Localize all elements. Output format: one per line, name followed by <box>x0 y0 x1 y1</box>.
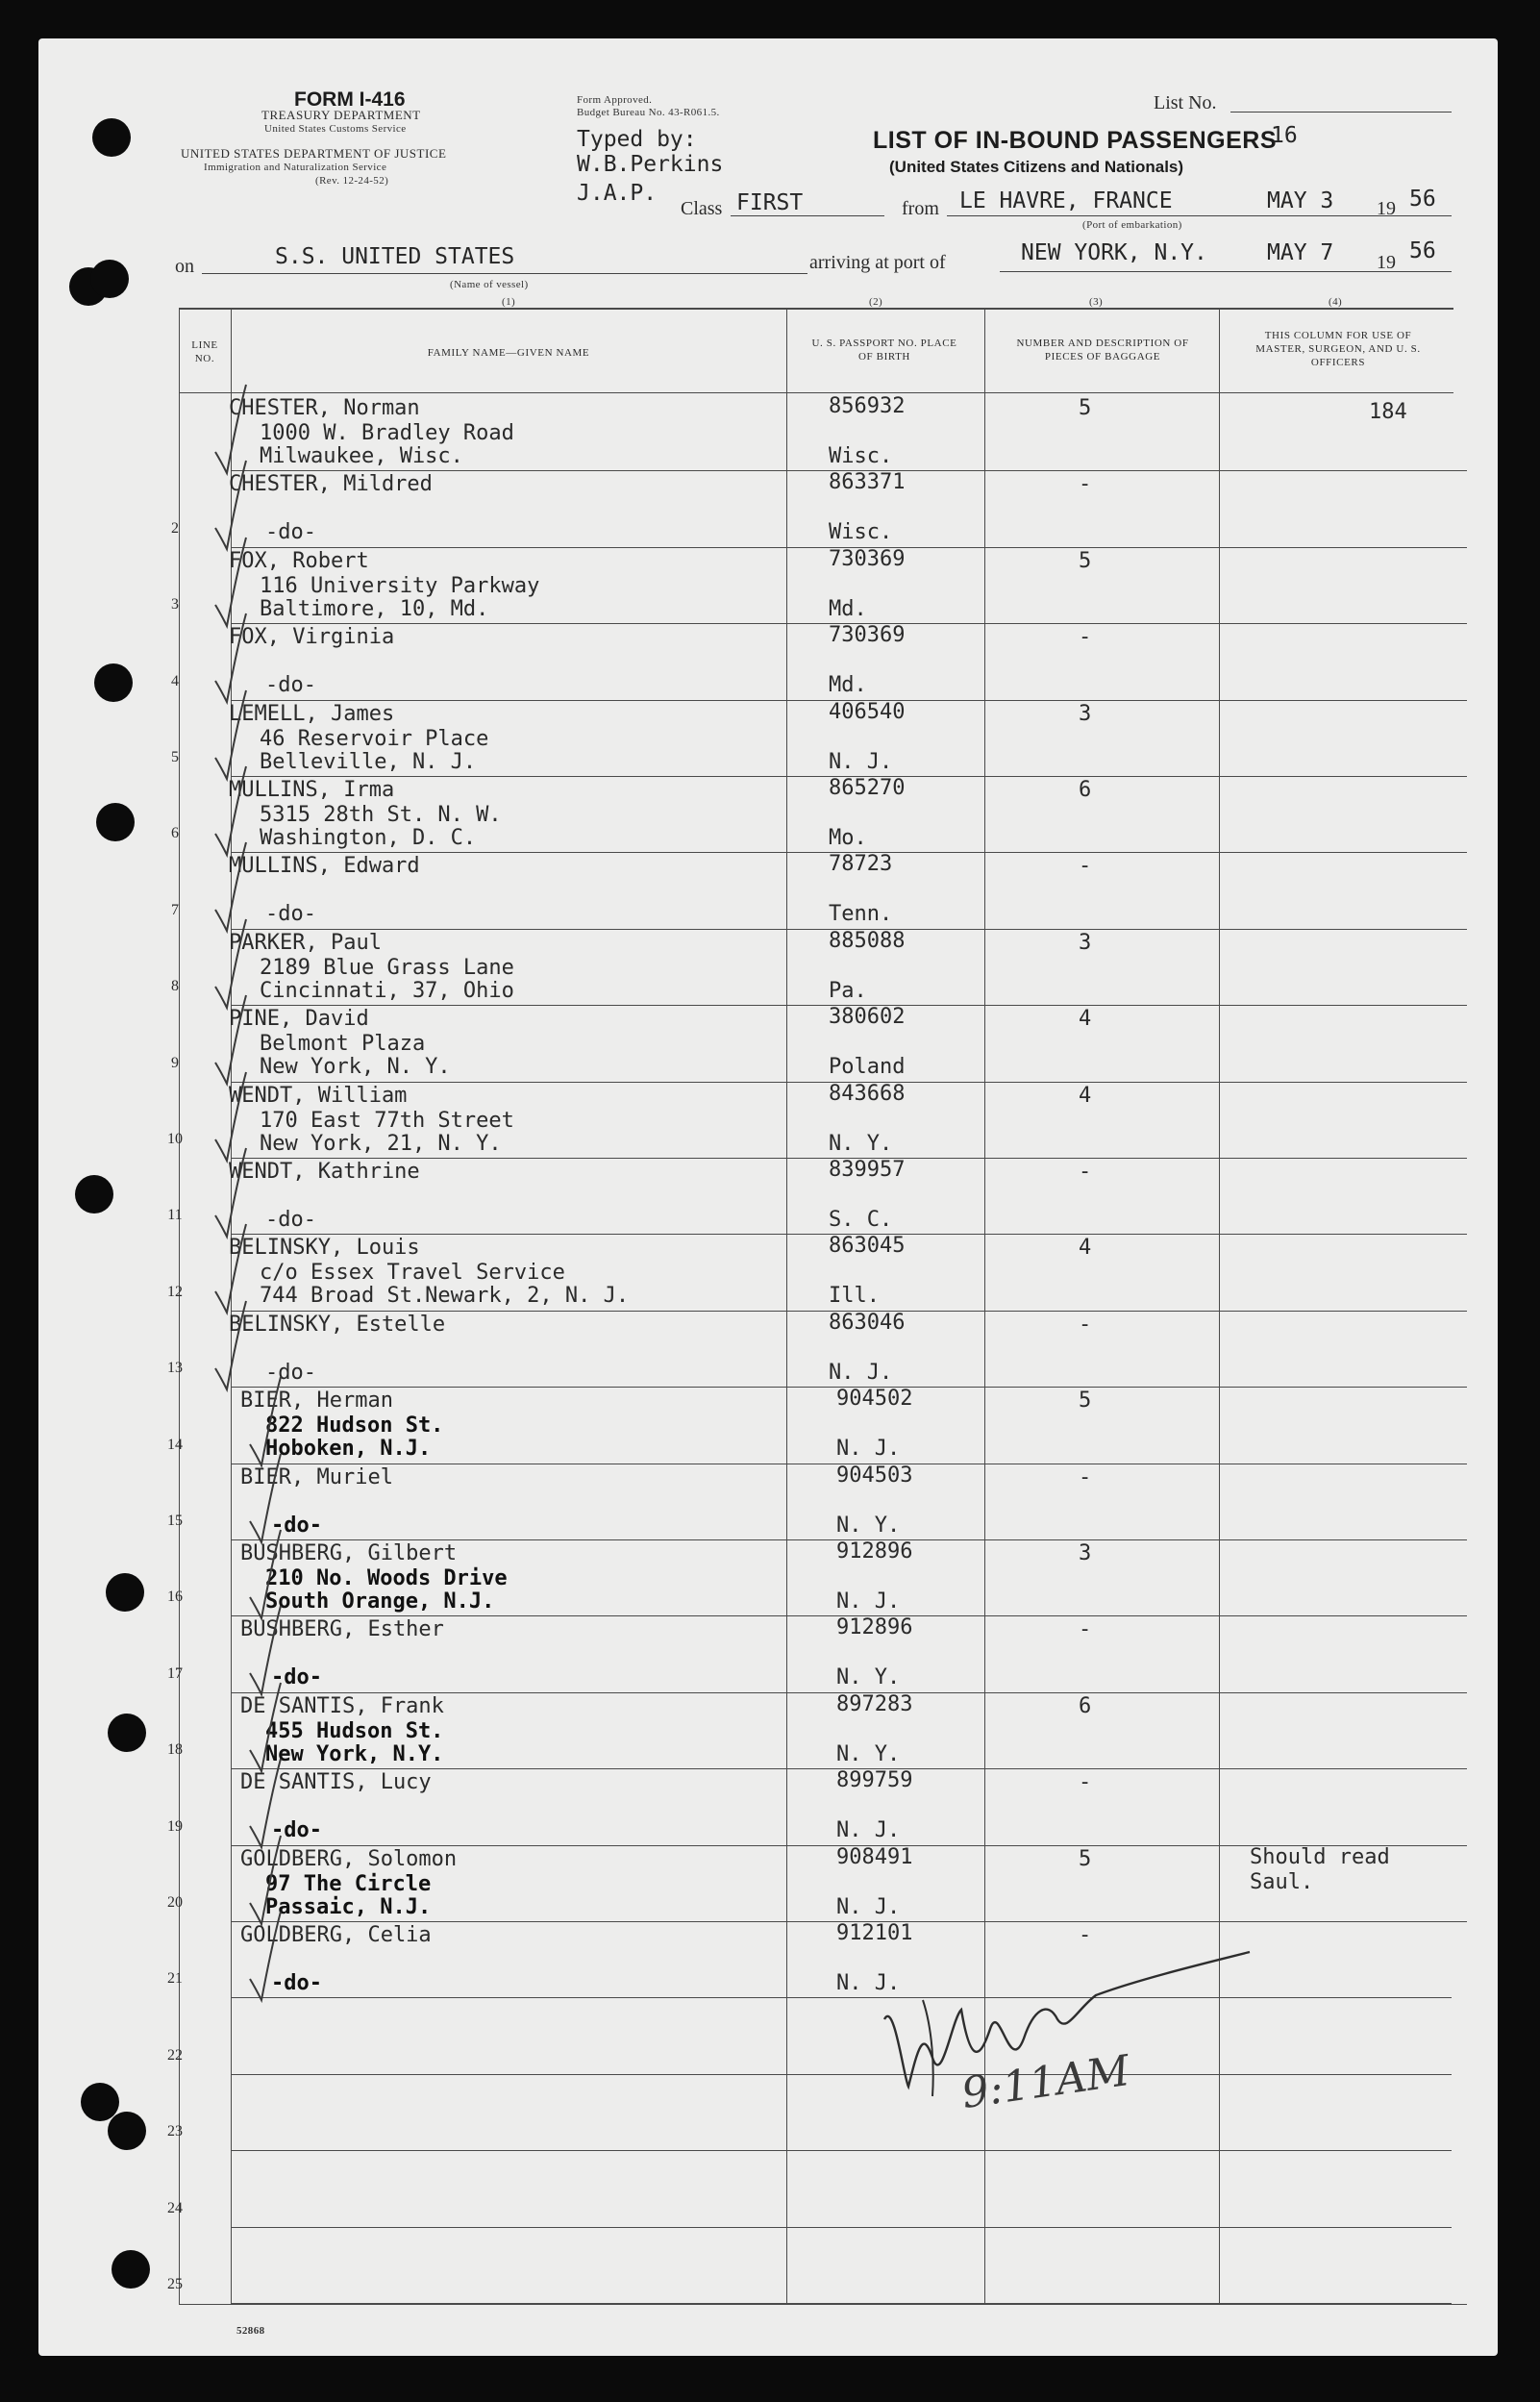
passport-number: 380602 <box>829 1005 906 1030</box>
passenger-address-line: 170 East 77th Street <box>260 1108 514 1133</box>
passenger-name: BIER, Muriel <box>240 1464 393 1489</box>
header-baggage: NUMBER AND DESCRIPTION OF PIECES OF BAGGAGE <box>1016 338 1189 363</box>
list-no-label: List No. <box>1154 92 1217 113</box>
line-number: 10 <box>167 1131 183 1147</box>
baggage-count: - <box>1079 472 1092 497</box>
list-title: LIST OF IN-BOUND PASSENGERS <box>873 127 1278 154</box>
table-top-rule <box>179 308 1453 310</box>
baggage-count: - <box>1079 1923 1092 1947</box>
passport-number: 904502 <box>836 1387 913 1412</box>
place-of-birth: N. J. <box>829 1360 893 1385</box>
place-of-birth: Ill. <box>829 1284 880 1309</box>
line-number: 20 <box>167 1894 183 1911</box>
passenger-address-line: 455 Hudson St. <box>265 1718 444 1743</box>
passenger-name: GOLDBERG, Celia <box>240 1923 432 1947</box>
binder-hole <box>75 1175 113 1214</box>
header-bottom-rule <box>179 392 1453 393</box>
line-number: 5 <box>171 749 179 765</box>
passport-number: 912896 <box>836 1539 913 1564</box>
passenger-name: DE SANTIS, Lucy <box>240 1770 432 1795</box>
passenger-address-line: -do- <box>265 902 316 927</box>
baggage-count: - <box>1079 1617 1092 1642</box>
baggage-count: 6 <box>1079 1693 1092 1718</box>
table-bottom-rule <box>179 2304 1467 2305</box>
line-number: 9 <box>171 1054 179 1071</box>
col-num-4: (4) <box>1329 296 1343 308</box>
passenger-name: GOLDBERG, Solomon <box>240 1846 458 1871</box>
arrival-year-prefix: 19 <box>1377 252 1396 273</box>
line-number: 3 <box>171 596 179 613</box>
baggage-count: 5 <box>1079 548 1092 573</box>
list-subtitle: (United States Citizens and Nationals) <box>889 158 1184 176</box>
binder-hole <box>108 2112 146 2150</box>
baggage-count: - <box>1079 1160 1092 1184</box>
baggage-count: - <box>1079 625 1092 650</box>
line-number: 16 <box>167 1589 183 1606</box>
baggage-count: - <box>1079 854 1092 879</box>
treasury-dept: TREASURY DEPARTMENT <box>261 108 421 122</box>
passport-number: 899759 <box>836 1768 913 1793</box>
passenger-name: WENDT, Kathrine <box>229 1160 420 1184</box>
baggage-count: - <box>1079 1464 1092 1489</box>
baggage-count: 3 <box>1079 1541 1092 1565</box>
header-passport: U. S. PASSPORT NO. PLACE OF BIRTH <box>811 338 957 363</box>
place-of-birth: N. J. <box>836 1971 901 1995</box>
class-line <box>731 215 884 216</box>
signature-time: 9:11AM <box>958 2046 1133 2118</box>
passenger-address-line: c/o Essex Travel Service <box>260 1261 565 1286</box>
header-line-no: LINE NO. <box>191 339 218 364</box>
passenger-address-line: -do- <box>265 520 316 545</box>
line-number: 17 <box>167 1664 183 1682</box>
line-number: 14 <box>167 1436 183 1453</box>
line-number: 13 <box>167 1360 183 1377</box>
passport-number: 730369 <box>829 623 906 648</box>
line-number: 23 <box>167 2123 183 2140</box>
typist-initials: J.A.P. <box>577 181 658 206</box>
passenger-address-line: Cincinnati, 37, Ohio <box>260 978 514 1003</box>
passenger-name: BELINSKY, Estelle <box>229 1312 446 1337</box>
passenger-address-line: -do- <box>271 1665 322 1690</box>
from-label: from <box>902 198 939 219</box>
baggage-count: 4 <box>1079 1236 1092 1261</box>
place-of-birth: N. J. <box>836 1894 901 1919</box>
col-num-3: (3) <box>1089 296 1104 308</box>
passport-number: 863371 <box>829 470 906 495</box>
vessel-note: (Name of vessel) <box>450 279 529 290</box>
line-number: 15 <box>167 1513 183 1529</box>
binder-hole <box>112 2250 150 2289</box>
passenger-address-line: 97 The Circle <box>265 1871 432 1896</box>
arrival-date: MAY 7 <box>1267 240 1334 265</box>
line-number: 12 <box>167 1283 183 1300</box>
place-of-birth: Wisc. <box>829 444 893 468</box>
place-of-birth: N. Y. <box>836 1741 901 1766</box>
immigration-service: Immigration and Naturalization Service <box>204 162 387 173</box>
baggage-count: 6 <box>1079 778 1092 802</box>
passenger-address-line: 46 Reservoir Place <box>260 726 489 751</box>
justice-dept: UNITED STATES DEPARTMENT OF JUSTICE <box>181 146 447 161</box>
passenger-name: MULLINS, Irma <box>229 778 395 802</box>
passport-number: 908491 <box>836 1844 913 1869</box>
passenger-name: PINE, David <box>229 1007 369 1032</box>
line-number: 4 <box>171 672 179 689</box>
passenger-address-line: Washington, D. C. <box>260 826 477 850</box>
place-of-birth: N. Y. <box>836 1513 901 1538</box>
col-num-2: (2) <box>869 296 883 308</box>
place-of-birth: N. J. <box>836 1818 901 1843</box>
passport-number: 863046 <box>829 1310 906 1335</box>
footer-code: 52868 <box>236 2325 265 2337</box>
passenger-address-line: -do- <box>271 1818 322 1843</box>
line-number: 21 <box>167 1970 183 1988</box>
passenger-address-line: 1000 W. Bradley Road <box>260 421 514 445</box>
col-num-1: (1) <box>502 296 516 308</box>
passenger-address-line: Belleville, N. J. <box>260 749 477 774</box>
place-of-birth: N. J. <box>836 1589 901 1614</box>
arrival-line <box>1000 271 1452 272</box>
passenger-address-line: -do- <box>265 673 316 698</box>
typed-by-label: Typed by: <box>577 127 697 152</box>
place-of-birth: Md. <box>829 596 867 621</box>
passenger-name: MULLINS, Edward <box>229 854 420 879</box>
baggage-count: - <box>1079 1312 1092 1337</box>
list-number: 16 <box>1271 123 1298 148</box>
place-of-birth: Pa. <box>829 978 867 1003</box>
baggage-count: 3 <box>1079 930 1092 955</box>
place-of-birth: Tenn. <box>829 902 893 927</box>
row-rule <box>231 2303 1452 2304</box>
passport-number: 912896 <box>836 1615 913 1640</box>
passenger-name: BELINSKY, Louis <box>229 1236 420 1261</box>
line-number: 7 <box>171 901 179 918</box>
embarkation-port: LE HAVRE, FRANCE <box>959 188 1173 213</box>
baggage-count: 4 <box>1079 1083 1092 1108</box>
passenger-name: PARKER, Paul <box>229 930 382 955</box>
passport-number: 885088 <box>829 928 906 953</box>
line-number: 8 <box>171 978 179 995</box>
class-value: FIRST <box>736 190 804 215</box>
line-number: 24 <box>167 2199 183 2216</box>
place-of-birth: N. Y. <box>836 1665 901 1690</box>
baggage-count: - <box>1079 1770 1092 1795</box>
place-of-birth: Md. <box>829 673 867 698</box>
place-of-birth: N. J. <box>836 1437 901 1462</box>
class-label: Class <box>681 198 723 219</box>
form-approved: Form Approved. <box>577 94 653 106</box>
passport-number: 839957 <box>829 1158 906 1182</box>
binder-hole <box>90 260 129 298</box>
check-mark <box>242 1902 300 2008</box>
arrival-year: 56 <box>1409 238 1436 263</box>
binder-hole <box>92 118 131 157</box>
typed-by-name: W.B.Perkins <box>577 152 724 177</box>
baggage-count: 5 <box>1079 1389 1092 1414</box>
line-number: 22 <box>167 2046 183 2064</box>
baggage-count: 3 <box>1079 701 1092 726</box>
passenger-address-line: 744 Broad St.Newark, 2, N. J. <box>260 1284 630 1309</box>
binder-hole <box>108 1714 146 1752</box>
passenger-name: BIER, Herman <box>240 1389 393 1414</box>
arriving-label: arriving at port of <box>809 252 946 273</box>
line-number: 18 <box>167 1741 183 1759</box>
passenger-address-line: -do- <box>271 1513 322 1538</box>
passport-number: 78723 <box>829 852 893 877</box>
passenger-name: FOX, Virginia <box>229 625 395 650</box>
list-no-line <box>1230 112 1452 113</box>
line-number: 2 <box>171 519 179 537</box>
form-number: FORM I-416 <box>294 88 406 111</box>
passenger-address-line: New York, N.Y. <box>265 1741 444 1766</box>
place-of-birth: N. Y. <box>829 1131 893 1156</box>
place-of-birth: N. J. <box>829 749 893 774</box>
place-of-birth: Mo. <box>829 826 867 850</box>
passport-number: 406540 <box>829 699 906 724</box>
col-divider-passport <box>786 308 787 2304</box>
baggage-count: 5 <box>1079 396 1092 420</box>
passenger-name: CHESTER, Norman <box>229 396 420 420</box>
embarkation-date: MAY 3 <box>1267 188 1334 213</box>
place-of-birth: Poland <box>829 1055 906 1080</box>
customs-service: United States Customs Service <box>264 123 407 135</box>
passport-number: 912101 <box>836 1921 913 1945</box>
officer-note: 184 <box>1369 400 1407 424</box>
passenger-address-line: 210 No. Woods Drive <box>265 1566 508 1590</box>
passenger-name: BUSHBERG, Esther <box>240 1617 444 1642</box>
line-number: 25 <box>167 2276 183 2292</box>
place-of-birth: S. C. <box>829 1208 893 1232</box>
passenger-name: WENDT, William <box>229 1083 408 1108</box>
passenger-address-line: -do- <box>271 1971 322 1995</box>
passenger-address-line: Baltimore, 10, Md. <box>260 596 489 621</box>
officer-note: Should read Saul. <box>1250 1844 1390 1894</box>
line-number: 11 <box>167 1207 183 1224</box>
passenger-name: FOX, Robert <box>229 548 369 573</box>
arrival-port: NEW YORK, N.Y. <box>1021 240 1207 265</box>
year-prefix: 19 <box>1377 198 1396 219</box>
embarkation-year: 56 <box>1409 187 1436 212</box>
passenger-address-line: New York, N. Y. <box>260 1055 451 1080</box>
passenger-name: LEMELL, James <box>229 701 395 726</box>
passport-number: 904503 <box>836 1463 913 1488</box>
binder-hole <box>96 803 135 841</box>
passenger-address-line: 822 Hudson St. <box>265 1414 444 1439</box>
passenger-address-line: -do- <box>265 1208 316 1232</box>
passenger-address-line: Passaic, N.J. <box>265 1894 432 1919</box>
on-label: on <box>175 256 194 277</box>
row-rule <box>231 2227 1452 2228</box>
passenger-address-line: Hoboken, N.J. <box>265 1437 432 1462</box>
vessel-name: S.S. UNITED STATES <box>275 244 515 269</box>
header-officers: THIS COLUMN FOR USE OF MASTER, SURGEON, AND U. S. OFFICERS <box>1255 330 1421 368</box>
passport-number: 863045 <box>829 1234 906 1259</box>
vessel-line <box>202 273 807 274</box>
port-embark-note: (Port of embarkation) <box>1082 219 1182 231</box>
passport-number: 897283 <box>836 1691 913 1716</box>
passport-number: 730369 <box>829 546 906 571</box>
passenger-name: DE SANTIS, Frank <box>240 1693 444 1718</box>
place-of-birth: Wisc. <box>829 520 893 545</box>
from-line <box>947 215 1452 216</box>
passenger-address-line: 5315 28th St. N. W. <box>260 803 502 827</box>
passport-number: 856932 <box>829 394 906 418</box>
passport-number: 843668 <box>829 1081 906 1106</box>
passenger-address-line: Milwaukee, Wisc. <box>260 444 463 468</box>
passenger-name: BUSHBERG, Gilbert <box>240 1541 458 1565</box>
baggage-count: 4 <box>1079 1007 1092 1032</box>
line-number: 19 <box>167 1817 183 1835</box>
revision-date: (Rev. 12-24-52) <box>315 175 389 187</box>
line-number: 6 <box>171 825 179 842</box>
passenger-address-line: Belmont Plaza <box>260 1032 426 1057</box>
header-name: FAMILY NAME—GIVEN NAME <box>427 347 590 359</box>
passport-number: 865270 <box>829 776 906 800</box>
passenger-address-line: South Orange, N.J. <box>265 1589 495 1614</box>
binder-hole <box>94 663 133 702</box>
passenger-address-line: -do- <box>265 1360 316 1385</box>
passenger-address-line: 116 University Parkway <box>260 573 540 598</box>
passenger-address-line: New York, 21, N. Y. <box>260 1131 502 1156</box>
passenger-address-line: 2189 Blue Grass Lane <box>260 955 514 980</box>
budget-bureau: Budget Bureau No. 43-R061.5. <box>577 107 720 118</box>
baggage-count: 5 <box>1079 1846 1092 1871</box>
passenger-name: CHESTER, Mildred <box>229 472 433 497</box>
binder-hole <box>106 1573 144 1612</box>
